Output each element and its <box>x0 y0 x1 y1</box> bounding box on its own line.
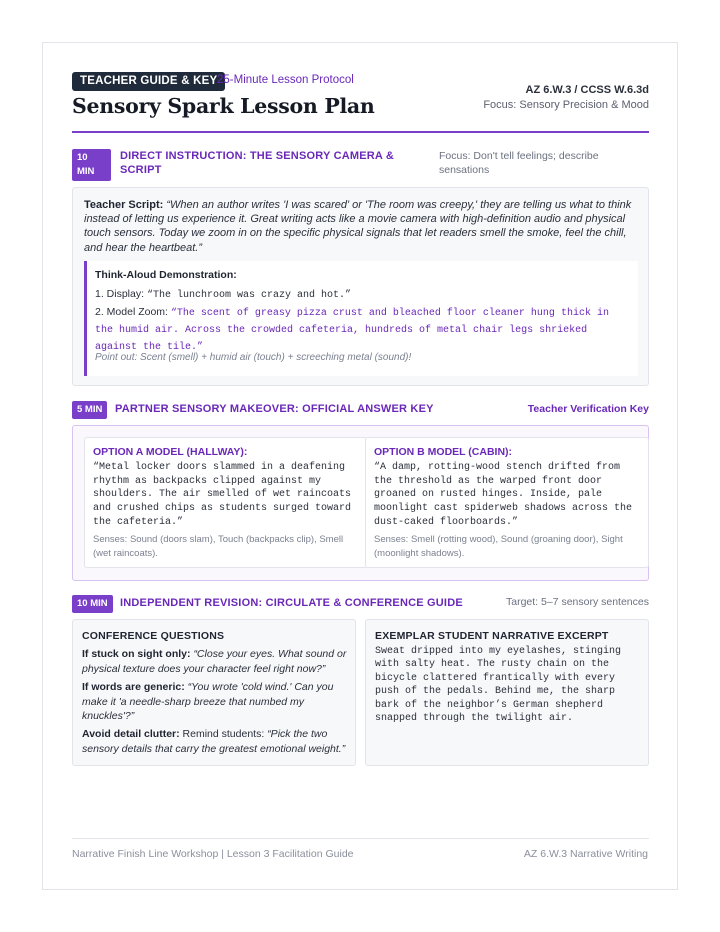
conference-item <box>82 647 350 676</box>
section-title: DIRECT INSTRUCTION: THE SENSORY CAMERA & SCRIPT <box>120 150 395 176</box>
option-text: “A damp, rotting-wood stench drifted from the threshold as the warped front door groaned on rusted hinges. Inside, pale moonlight cast spiderweb shadows across the dust-caked floorboards.” <box>374 462 633 528</box>
section-partner-makeover-head <box>72 401 649 419</box>
time-badge: 5 MIN <box>72 401 107 419</box>
exemplar-excerpt-box <box>365 619 649 766</box>
option-senses: Senses: Sound (doors slam), Touch (backpacks clip), Smell (wet raincoats). <box>93 534 344 559</box>
footer-standard: AZ 6.W.3 Narrative Writing <box>523 848 648 860</box>
think-aloud-title: Think-Aloud Demonstration: <box>95 269 237 281</box>
conference-questions-box <box>72 619 356 766</box>
section-direct-instruction-head <box>72 149 649 179</box>
option-senses: Senses: Smell (rotting wood), Sound (groaning door), Sight (moonlight shadows). <box>374 534 623 559</box>
standard-code: AZ 6.W.3 / CCSS W.6.3d <box>525 84 649 96</box>
script-label: Teacher Script: <box>84 199 164 211</box>
display-text: “The lunchroom was crazy and hot.” <box>146 290 351 301</box>
model-zoom-line <box>95 305 630 355</box>
page-header <box>72 72 649 134</box>
exemplar-title: EXEMPLAR STUDENT NARRATIVE EXCERPT <box>375 630 609 642</box>
conference-item-label: Avoid detail clutter: <box>82 728 180 740</box>
time-badge: 10 MIN <box>72 595 113 613</box>
option-title: OPTION B MODEL (CABIN): <box>374 446 513 458</box>
display-label: 1. Display: <box>95 288 145 300</box>
point-out-note: Point out: Scent (smell) + humid air (touch) + screeching metal (sound)! <box>95 352 412 363</box>
protocol-label: 25-Minute Lesson Protocol <box>217 74 354 86</box>
conference-item-label: If words are generic: <box>82 681 185 693</box>
option-text: “Metal locker doors slammed in a deafening rhythm as backpacks clipped against my shoulders. The air smelled of wet raincoats and crushed chips as students surged toward the cafeteria.” <box>93 462 352 528</box>
conference-item-text: “Pick the two sensory details that carry the greatest emotional weight.” <box>82 728 346 755</box>
teacher-script <box>84 198 632 255</box>
footer-workshop: Narrative Finish Line Workshop | Lesson 3 Facilitation Guide <box>72 848 354 860</box>
time-badge: 10 MIN <box>72 149 111 181</box>
think-aloud-box <box>84 261 638 376</box>
conference-item <box>82 680 350 724</box>
teacher-guide-badge: TEACHER GUIDE & KEY <box>72 72 225 91</box>
section-note: Focus: Don't tell feelings; describe sensations <box>439 150 599 176</box>
standard-focus: Focus: Sensory Precision & Mood <box>483 99 649 111</box>
section-note: Target: 5–7 sensory sentences <box>505 596 649 608</box>
conference-item-text: “You wrote 'cold wind.' Can you make it 'a needle-sharp breeze that numbed my knuckles'?” <box>82 681 334 722</box>
display-line <box>95 288 351 301</box>
zoom-label: 2. Model Zoom: <box>95 306 168 318</box>
header-divider <box>72 131 649 133</box>
page-title: Sensory Spark Lesson Plan <box>72 94 375 118</box>
option-b-card <box>365 437 649 568</box>
lesson-plan-page <box>42 42 678 890</box>
option-title: OPTION A MODEL (HALLWAY): <box>93 446 248 458</box>
footer-divider <box>72 838 649 839</box>
section-note: Teacher Verification Key <box>527 403 649 415</box>
section-independent-revision-head <box>72 595 649 613</box>
conference-item-plain: Remind students: <box>182 728 265 740</box>
conference-item-label: If stuck on sight only: <box>82 648 191 660</box>
conference-item <box>82 727 350 756</box>
option-a-card <box>84 437 368 568</box>
teacher-script-box <box>72 187 649 386</box>
section-title: PARTNER SENSORY MAKEOVER: OFFICIAL ANSWER KEY <box>115 403 434 415</box>
exemplar-text: Sweat dripped into my eyelashes, stinging with salty heat. The rusty chain on the bicycle clattered frantically with every push of the pedals. Behind me, the sharp bark of the neighbor’s German shepherd snapped through the twilight air. <box>375 646 622 725</box>
conference-title: CONFERENCE QUESTIONS <box>82 630 225 642</box>
conference-item-text: “Close your eyes. What sound or physical texture does your character feel right now?” <box>82 648 347 675</box>
section-title: INDEPENDENT REVISION: CIRCULATE & CONFERENCE GUIDE <box>120 597 463 609</box>
zoom-text: “The scent of greasy pizza crust and bleached floor cleaner hung thick in the humid air. Across the crowded cafeteria, hundreds of metal chair legs shrieked against the tile.” <box>95 308 609 353</box>
script-text: “When an author writes 'I was scared' or 'The room was creepy,' they are telling us what to think instead of letting us experience it. Great writing acts like a movie camera with high-definition audio and physical touch sensors. Today we zoom in on the specific physical signals that let readers smell the smoke, feel the chill, and hear the heartbeat.” <box>84 199 632 254</box>
answer-key-box <box>72 425 649 581</box>
